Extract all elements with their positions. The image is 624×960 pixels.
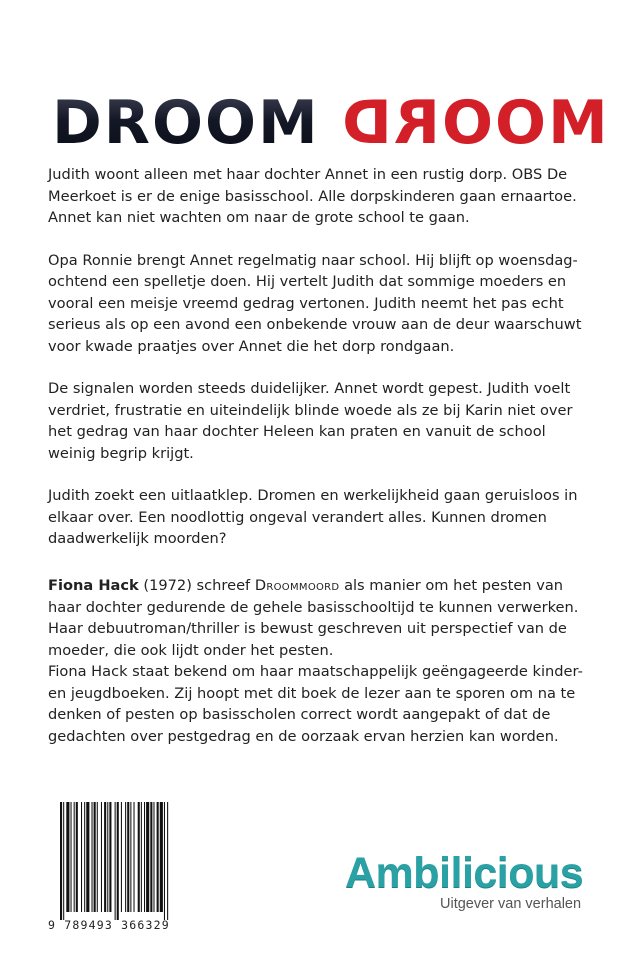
barcode-bar	[109, 802, 111, 912]
barcode-bar	[94, 802, 96, 912]
author-bio-paragraph-1	[48, 575, 584, 661]
blurb-paragraph-1: Judith woont alleen met haar dochter Annet in een rustig dorp. OBS De Meerkoet is er de enige basisschool. Alle dorpskinderen gaan ernaartoe. Annet kan niet wachten om naar de grote school te gaan.	[48, 166, 577, 226]
barcode-bar	[74, 802, 75, 912]
barcode-bar	[101, 802, 102, 912]
blurb-paragraph-4: Judith zoekt een uitlaatklep. Dromen en werkelijkheid gaan geruisloos in elkaar over. Een noodlottig ongeval verandert alles. Kunnen dromen daadwerkelijk moorden?	[48, 487, 578, 547]
barcode-bar	[71, 802, 72, 912]
barcode-bar	[92, 802, 93, 912]
barcode-bar	[141, 802, 142, 912]
barcode-bar	[121, 802, 122, 912]
barcode-bar	[157, 802, 159, 912]
barcode-bar	[150, 802, 152, 912]
publisher-logo: Ambilicious	[345, 849, 584, 897]
author-bio	[48, 575, 584, 747]
barcode-bar	[160, 802, 163, 912]
barcode-bar	[104, 802, 106, 912]
barcode-bar	[86, 802, 89, 912]
barcode-bar	[127, 802, 129, 912]
barcode-bar	[167, 802, 168, 920]
publisher-tagline: Uitgever van verhalen	[440, 896, 582, 912]
barcode-bar	[115, 802, 116, 920]
title-word-droom: DROOM	[52, 88, 320, 158]
title-word-moord-mirrored: MOORD	[339, 88, 608, 158]
book-title	[52, 88, 608, 158]
barcode-bar	[138, 802, 140, 912]
isbn-number: 9 789493 366329	[48, 918, 170, 932]
barcode-bar	[97, 802, 98, 912]
barcode-bar	[107, 802, 108, 912]
blurb-paragraph-3: De signalen worden steeds duidelijker. Annet wordt gepest. Judith voelt verdriet, frustratie en uiteindelijk blinde woede als ze bij Karin niet over het gedrag van haar dochter Heleen kan praten en vanuit de school weinig begrip krijgt.	[48, 380, 573, 462]
barcode-bar	[134, 802, 135, 912]
barcode-bar	[76, 802, 78, 912]
barcode-bar	[117, 802, 119, 920]
barcode-bars	[60, 802, 198, 920]
author-year: (1972) schreef	[143, 577, 251, 594]
barcode-bar	[125, 802, 126, 912]
barcode-bar	[81, 802, 82, 912]
author-bio-paragraph-2: Fiona Hack staat bekend om haar maatschappelijk geëngageerde kinder- en jeugdboeken. Zij hoopt met dit boek de lezer aan te sporen om na te denken of pesten op basisscholen correct wordt aangepakt of dat de gedachten over pestgedrag en de oorzaak ervan herzien kan worden.	[48, 663, 583, 745]
barcode-bar	[66, 802, 69, 912]
barcode-bar	[60, 802, 62, 920]
barcode-bar	[130, 802, 131, 912]
blurb	[48, 164, 584, 571]
isbn-barcode	[48, 800, 198, 936]
barcode-bar	[153, 802, 154, 912]
author-name: Fiona Hack	[48, 577, 139, 594]
blurb-paragraph-2: Opa Ronnie brengt Annet regelmatig naar school. Hij blijft op woensdag-ochtend een spelletje doen. Hij vertelt Judith dat sommige moeders en vooral een meisje vreemd gedrag vertonen. Judith neemt het pas echt serieus als op een avond een onbekende vrouw aan de deur waarschuwt voor kwade praatjes over Annet die het dorp rondgaan.	[48, 251, 582, 355]
book-title-inline: Droommoord	[254, 577, 340, 594]
barcode-bar	[164, 802, 165, 920]
author-bio-text-1: als manier om het pesten van haar dochter gedurende de gehele basisschooltijd te kunnen verwerken. Haar debuutroman/thriller is bewust geschreven uit perspectief van de moeder, die ook lijdt onder het pesten.	[48, 577, 579, 659]
barcode-bar	[63, 802, 64, 920]
barcode-bar	[146, 802, 149, 912]
barcode-bar	[144, 802, 145, 912]
barcode-bar	[84, 802, 85, 912]
